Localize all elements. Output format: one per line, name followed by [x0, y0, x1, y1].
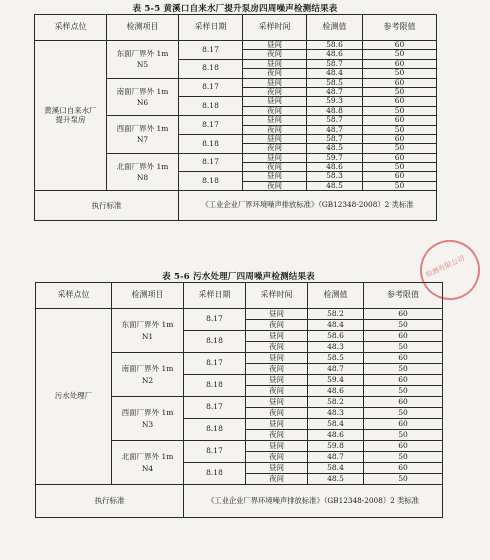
table-row — [36, 309, 443, 320]
header-cell: 采样日期 — [179, 15, 243, 41]
time-cell: 夜间 — [246, 474, 308, 485]
limit-cell: 60 — [363, 78, 437, 87]
limit-cell: 60 — [363, 116, 437, 125]
time-cell: 昼间 — [243, 134, 307, 143]
value-cell: 59.3 — [307, 97, 363, 106]
header-cell: 检测值 — [308, 283, 364, 309]
limit-cell: 50 — [363, 50, 437, 59]
standard-text: 《工业企业厂界环境噪声排放标准》（GB12348-2008）2 类标准 — [184, 485, 443, 518]
table2 — [35, 282, 443, 518]
date-cell: 8.17 — [179, 153, 243, 172]
item-cell: 东面厂界外 1m N1 — [112, 309, 184, 353]
location-cell: 污水处理厂 — [36, 309, 112, 485]
value-cell: 58.6 — [308, 331, 364, 342]
table1-body — [35, 41, 437, 191]
header-cell: 检测值 — [307, 15, 363, 41]
date-cell: 8.18 — [184, 419, 246, 441]
time-cell: 夜间 — [243, 125, 307, 134]
standard-label: 执行标准 — [36, 485, 184, 518]
header-cell: 检测项目 — [107, 15, 179, 41]
limit-cell: 60 — [363, 59, 437, 68]
limit-cell: 50 — [363, 163, 437, 172]
header-cell: 参考限值 — [363, 15, 437, 41]
header-cell: 采样点位 — [35, 15, 107, 41]
time-cell: 昼间 — [243, 172, 307, 181]
limit-cell: 60 — [364, 309, 443, 320]
value-cell: 48.8 — [307, 106, 363, 115]
date-cell: 8.17 — [184, 353, 246, 375]
time-cell: 昼间 — [243, 116, 307, 125]
table2-body — [36, 309, 443, 485]
item-cell: 北面厂界外 1m N8 — [107, 153, 179, 191]
value-cell: 58.5 — [308, 353, 364, 364]
value-cell: 59.4 — [308, 375, 364, 386]
value-cell: 59.8 — [308, 441, 364, 452]
value-cell: 48.6 — [307, 50, 363, 59]
limit-cell: 60 — [363, 172, 437, 181]
header-cell: 采样点位 — [36, 283, 112, 309]
limit-cell: 50 — [364, 320, 443, 331]
limit-cell: 60 — [364, 375, 443, 386]
value-cell: 48.5 — [308, 474, 364, 485]
value-cell: 48.5 — [307, 144, 363, 153]
value-cell: 58.4 — [308, 463, 364, 474]
time-cell: 夜间 — [246, 386, 308, 397]
value-cell: 58.2 — [308, 309, 364, 320]
date-cell: 8.18 — [179, 172, 243, 191]
limit-cell: 50 — [364, 386, 443, 397]
date-cell: 8.18 — [184, 375, 246, 397]
item-cell: 东面厂界外 1m N5 — [107, 41, 179, 79]
limit-cell: 50 — [364, 408, 443, 419]
limit-cell: 50 — [364, 430, 443, 441]
value-cell: 58.4 — [308, 419, 364, 430]
time-cell: 夜间 — [246, 408, 308, 419]
time-cell: 夜间 — [246, 342, 308, 353]
item-cell: 北面厂界外 1m N4 — [112, 441, 184, 485]
item-cell: 南面厂界外 1m N6 — [107, 78, 179, 116]
limit-cell: 60 — [364, 397, 443, 408]
table1 — [34, 14, 437, 221]
value-cell: 48.7 — [307, 125, 363, 134]
limit-cell: 60 — [364, 331, 443, 342]
date-cell: 8.18 — [179, 59, 243, 78]
date-cell: 8.17 — [184, 309, 246, 331]
time-cell: 昼间 — [246, 441, 308, 452]
time-cell: 夜间 — [246, 320, 308, 331]
time-cell: 昼间 — [243, 153, 307, 162]
limit-cell: 50 — [364, 342, 443, 353]
header-cell: 采样时间 — [246, 283, 308, 309]
date-cell: 8.17 — [184, 397, 246, 419]
time-cell: 昼间 — [246, 331, 308, 342]
date-cell: 8.17 — [179, 116, 243, 135]
time-cell: 夜间 — [246, 430, 308, 441]
value-cell: 48.7 — [307, 87, 363, 96]
value-cell: 58.5 — [307, 78, 363, 87]
header-cell: 采样日期 — [184, 283, 246, 309]
value-cell: 48.4 — [307, 69, 363, 78]
value-cell: 48.6 — [308, 430, 364, 441]
limit-cell: 50 — [363, 106, 437, 115]
time-cell: 昼间 — [246, 397, 308, 408]
value-cell: 48.7 — [308, 364, 364, 375]
value-cell: 59.7 — [307, 153, 363, 162]
time-cell: 昼间 — [243, 59, 307, 68]
limit-cell: 60 — [363, 134, 437, 143]
time-cell: 昼间 — [246, 353, 308, 364]
limit-cell: 50 — [363, 144, 437, 153]
time-cell: 夜间 — [243, 144, 307, 153]
date-cell: 8.18 — [179, 134, 243, 153]
table2-caption: 表 5-6 污水处理厂四周噪声检测结果表 — [162, 272, 315, 282]
date-cell: 8.17 — [184, 441, 246, 463]
limit-cell: 60 — [363, 41, 437, 50]
value-cell: 58.3 — [307, 172, 363, 181]
limit-cell: 60 — [363, 97, 437, 106]
time-cell: 夜间 — [243, 69, 307, 78]
value-cell: 58.7 — [307, 134, 363, 143]
limit-cell: 50 — [363, 87, 437, 96]
limit-cell: 50 — [363, 181, 437, 190]
limit-cell: 60 — [364, 441, 443, 452]
value-cell: 48.4 — [308, 320, 364, 331]
time-cell: 夜间 — [243, 106, 307, 115]
time-cell: 昼间 — [246, 375, 308, 386]
time-cell: 昼间 — [243, 97, 307, 106]
limit-cell: 50 — [363, 125, 437, 134]
value-cell: 48.6 — [308, 386, 364, 397]
time-cell: 夜间 — [243, 181, 307, 190]
time-cell: 昼间 — [243, 78, 307, 87]
seal-text: 检测有限公司 — [424, 254, 466, 280]
value-cell: 48.7 — [308, 452, 364, 463]
date-cell: 8.17 — [179, 41, 243, 60]
location-cell: 黄溪口自来水厂提升泵房 — [35, 41, 107, 191]
limit-cell: 50 — [363, 69, 437, 78]
value-cell: 48.3 — [308, 408, 364, 419]
table-row — [35, 41, 437, 50]
time-cell: 昼间 — [246, 309, 308, 320]
table1-header-row — [35, 15, 437, 41]
value-cell: 58.7 — [307, 116, 363, 125]
table2-standard-row — [36, 485, 443, 518]
date-cell: 8.17 — [179, 78, 243, 97]
date-cell: 8.18 — [184, 331, 246, 353]
value-cell: 58.2 — [308, 397, 364, 408]
time-cell: 夜间 — [246, 364, 308, 375]
limit-cell: 60 — [364, 463, 443, 474]
standard-text: 《工业企业厂界环境噪声排放标准》（GB12348-2008）2 类标准 — [179, 191, 437, 221]
value-cell: 48.6 — [307, 163, 363, 172]
value-cell: 58.7 — [307, 59, 363, 68]
value-cell: 48.5 — [307, 181, 363, 190]
time-cell: 昼间 — [246, 419, 308, 430]
limit-cell: 60 — [363, 153, 437, 162]
date-cell: 8.18 — [179, 97, 243, 116]
standard-label: 执行标准 — [35, 191, 179, 221]
time-cell: 夜间 — [243, 50, 307, 59]
header-cell: 检测项目 — [112, 283, 184, 309]
item-cell: 西面厂界外 1m N7 — [107, 116, 179, 154]
header-cell: 参考限值 — [364, 283, 443, 309]
limit-cell: 50 — [364, 364, 443, 375]
limit-cell: 50 — [364, 474, 443, 485]
limit-cell: 50 — [364, 452, 443, 463]
table2-header-row — [36, 283, 443, 309]
header-cell: 采样时间 — [243, 15, 307, 41]
time-cell: 夜间 — [243, 87, 307, 96]
time-cell: 昼间 — [243, 41, 307, 50]
item-cell: 西面厂界外 1m N3 — [112, 397, 184, 441]
limit-cell: 60 — [364, 353, 443, 364]
item-cell: 南面厂界外 1m N2 — [112, 353, 184, 397]
limit-cell: 60 — [364, 419, 443, 430]
date-cell: 8.18 — [184, 463, 246, 485]
table1-caption: 表 5-5 黄溪口自来水厂提升泵房四周噪声检测结果表 — [132, 4, 338, 14]
table1-standard-row — [35, 191, 437, 221]
value-cell: 58.6 — [307, 41, 363, 50]
value-cell: 48.3 — [308, 342, 364, 353]
time-cell: 夜间 — [246, 452, 308, 463]
time-cell: 昼间 — [246, 463, 308, 474]
time-cell: 夜间 — [243, 163, 307, 172]
